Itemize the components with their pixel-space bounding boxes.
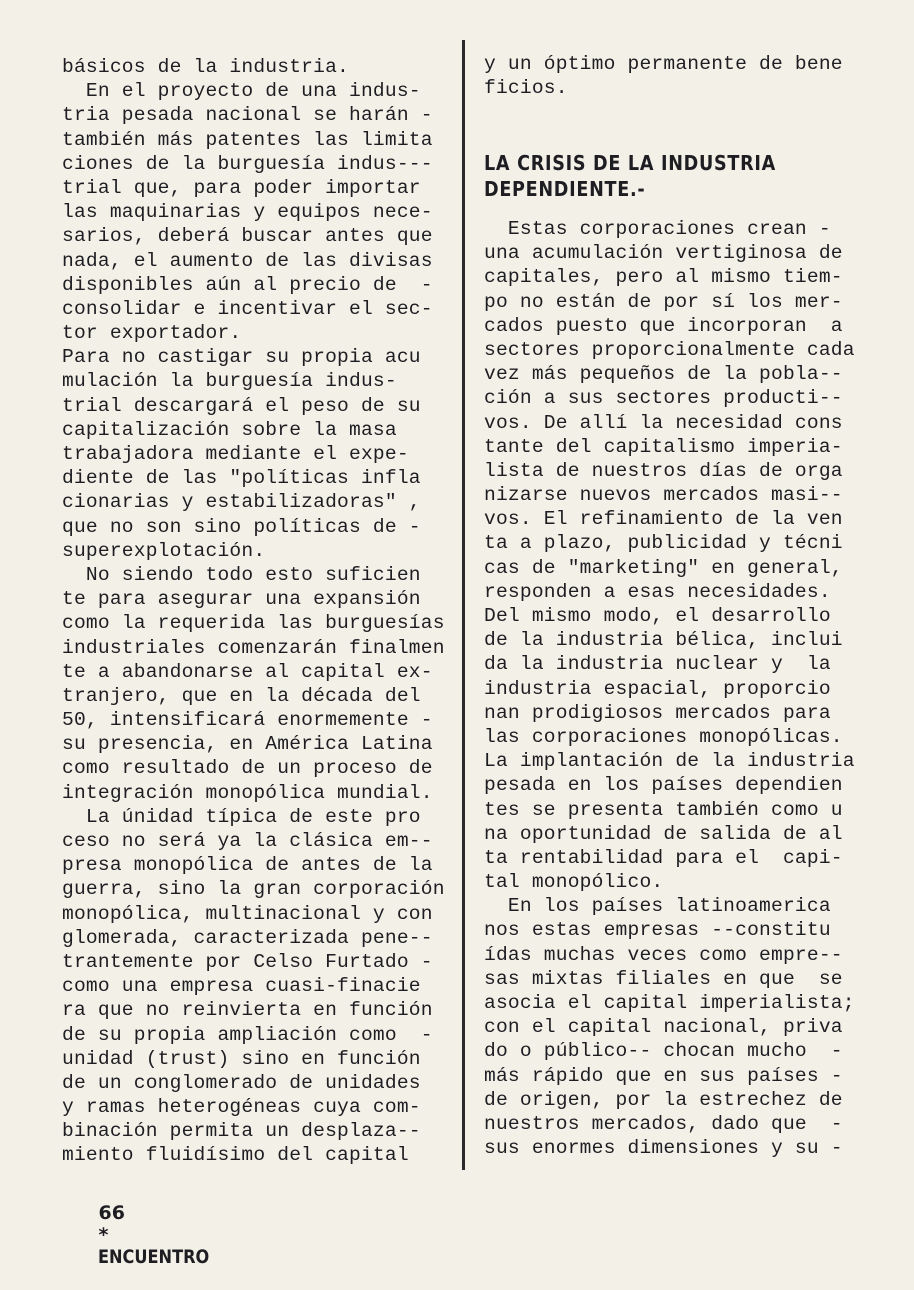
left-column-line: La únidad típica de este pro xyxy=(62,805,421,828)
left-column-line: nada, el aumento de las divisas xyxy=(62,249,433,272)
right-column-line: ídas muchas veces como empre-- xyxy=(484,943,843,966)
right-column-line: sus enormes dimensiones y su - xyxy=(484,1137,843,1160)
left-column-line: tor exportador. xyxy=(62,322,242,345)
left-column-line: monopólica, multinacional y con xyxy=(62,902,433,925)
right-column-line: pesada en los países dependien xyxy=(484,774,843,797)
right-column-line: Estas corporaciones crean - xyxy=(484,218,831,240)
right-column-line: da la industria nuclear y la xyxy=(484,653,831,676)
left-column-line: 50, intensificará enormemente - xyxy=(62,709,433,732)
right-column-line: las corporaciones monopólicas. xyxy=(484,725,843,748)
right-column-top-line: ficios. xyxy=(484,77,568,100)
right-column-line: La implantación de la industria xyxy=(484,750,855,773)
left-column xyxy=(62,55,454,1168)
right-column-line: lista de nuestros días de orga xyxy=(484,459,843,482)
left-column-line: binación permita un desplaza-- xyxy=(62,1120,421,1143)
heading-line: LA CRISIS DE LA INDUSTRIA xyxy=(484,151,776,175)
left-column-line: también más patentes las limita xyxy=(62,128,433,151)
right-column-line: asocia el capital imperialista; xyxy=(484,992,855,1014)
right-column-line: vez más pequeños de la pobla-- xyxy=(484,363,843,386)
right-column-line: responden a esas necesidades. xyxy=(484,580,831,603)
magazine-name: ENCUENTRO xyxy=(98,1246,210,1268)
right-column-line: capitales, pero al mismo tiem- xyxy=(484,266,843,289)
right-column-line: cas de "marketing" en general, xyxy=(484,556,843,579)
left-column-line: te para asegurar una expansión xyxy=(62,588,421,611)
left-column-line: que no son sino políticas de - xyxy=(62,515,421,538)
left-column-line: tria pesada nacional se harán - xyxy=(62,104,433,127)
left-column-line: te a abandonarse al capital ex- xyxy=(62,660,433,683)
right-column-line: ción a sus sectores producti-- xyxy=(484,387,843,410)
left-column-line: de su propia ampliación como - xyxy=(62,1023,433,1046)
left-column-line: como la requerida las burguesías xyxy=(62,612,445,635)
left-column-line: industriales comenzarán finalmen xyxy=(62,636,445,659)
right-column-line: nan prodigiosos mercados para xyxy=(484,701,831,724)
right-column-line: más rápido que en sus países - xyxy=(484,1064,843,1087)
right-column-line: nizarse nuevos mercados masi-- xyxy=(484,484,843,507)
left-column-line: cionarias y estabilizadoras" , xyxy=(62,491,421,514)
left-column-line: disponibles aún al precio de - xyxy=(62,273,433,296)
right-column-top-line: y un óptimo permanente de bene xyxy=(484,53,843,75)
left-column-line: trial que, para poder importar xyxy=(62,176,421,199)
right-column-line: tante del capitalismo imperia- xyxy=(484,435,843,458)
left-column-line: consolidar e incentivar el sec- xyxy=(62,297,433,320)
left-column-line: superexplotación. xyxy=(62,539,266,562)
left-column-line: de un conglomerado de unidades xyxy=(62,1071,421,1094)
left-column-line: y ramas heterogéneas cuya com- xyxy=(62,1096,421,1119)
left-column-line: básicos de la industria. xyxy=(62,56,349,78)
right-column-line: de origen, por la estrechez de xyxy=(484,1088,843,1111)
right-column-line: do o público-- chocan mucho - xyxy=(484,1040,843,1063)
column-divider xyxy=(462,40,465,1170)
right-column-line: En los países latinoamerica xyxy=(484,895,831,918)
right-column-line: Del mismo modo, el desarrollo xyxy=(484,605,831,627)
right-column-line: sas mixtas filiales en que se xyxy=(484,967,843,990)
left-column-line: diente de las "políticas infla xyxy=(62,467,421,490)
right-column-line: industria espacial, proporcio xyxy=(484,677,831,700)
left-column-line: trial descargará el peso de su xyxy=(62,394,421,417)
left-column-line: guerra, sino la gran corporación xyxy=(62,878,445,901)
left-column-line: como resultado de un proceso de xyxy=(62,757,433,780)
left-column-line: unidad (trust) sino en función xyxy=(62,1047,421,1070)
left-column-line: mulación la burguesía indus- xyxy=(62,370,397,393)
right-column-line: nuestros mercados, dado que - xyxy=(484,1112,843,1135)
right-column-line: nos estas empresas --constitu xyxy=(484,919,831,942)
section-heading xyxy=(484,150,776,202)
left-column-line: trantemente por Celso Furtado - xyxy=(62,950,433,973)
left-column-line: Para no castigar su propia acu xyxy=(62,346,421,369)
left-column-line: miento fluidísimo del capital xyxy=(62,1144,409,1167)
page-number: 66 xyxy=(98,1202,125,1224)
right-column-line: vos. De allí la necesidad cons xyxy=(484,411,843,434)
page-footer xyxy=(72,1180,229,1290)
right-column-line: sectores proporcionalmente cada xyxy=(484,338,855,361)
left-column-line: su presencia, en América Latina xyxy=(62,733,433,756)
left-column-line: sarios, deberá buscar antes que xyxy=(62,225,433,248)
right-column-line: tal monopólico. xyxy=(484,871,664,894)
right-column xyxy=(484,217,874,1160)
right-column-top xyxy=(484,52,874,100)
right-column-line: una acumulación vertiginosa de xyxy=(484,242,843,265)
left-column-line: las maquinarias y equipos nece- xyxy=(62,201,433,224)
right-column-line: po no están de por sí los mer- xyxy=(484,290,843,313)
left-column-line: ra que no reinvierta en función xyxy=(62,999,433,1022)
right-column-line: na oportunidad de salida de al xyxy=(484,822,843,845)
left-column-line: En el proyecto de una indus- xyxy=(62,80,421,103)
footer-separator: * xyxy=(98,1224,109,1246)
left-column-line: ciones de la burguesía indus--- xyxy=(62,152,433,175)
right-column-line: vos. El refinamiento de la ven xyxy=(484,508,843,531)
heading-line: DEPENDIENTE.- xyxy=(484,177,646,201)
right-column-line: tes se presenta también como u xyxy=(484,798,843,821)
left-column-line: trabajadora mediante el expe- xyxy=(62,443,409,465)
left-column-line: glomerada, caracterizada pene-- xyxy=(62,926,433,949)
right-column-line: con el capital nacional, priva xyxy=(484,1016,843,1039)
left-column-line: capitalización sobre la masa xyxy=(62,418,397,441)
right-column-line: de la industria bélica, inclui xyxy=(484,629,843,652)
left-column-line: ceso no será ya la clásica em-- xyxy=(62,830,433,852)
right-column-line: ta a plazo, publicidad y técni xyxy=(484,532,843,555)
left-column-line: tranjero, que en la década del xyxy=(62,684,421,707)
left-column-line: No siendo todo esto suficien xyxy=(62,563,421,586)
right-column-line: ta rentabilidad para el capi- xyxy=(484,846,843,869)
left-column-line: como una empresa cuasi-finacie xyxy=(62,975,421,998)
left-column-line: integración monopólica mundial. xyxy=(62,781,433,804)
left-column-line: presa monopólica de antes de la xyxy=(62,854,433,877)
right-column-line: cados puesto que incorporan a xyxy=(484,314,843,337)
